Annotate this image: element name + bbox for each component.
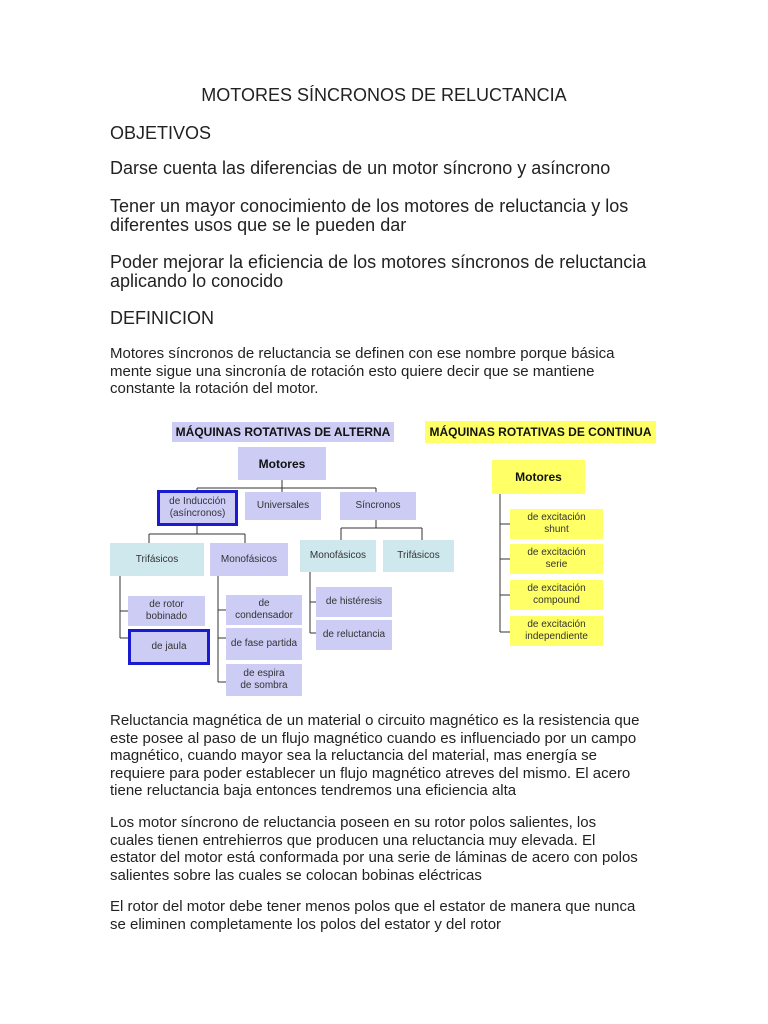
histeresis-box <box>316 587 392 617</box>
box-label: Monofásicos <box>309 550 367 561</box>
box-label: de reluctancia <box>322 629 386 640</box>
box-label: Universales <box>256 500 310 511</box>
box-label: Motores <box>258 456 306 471</box>
fase-partida-box <box>226 628 302 660</box>
box-label: de excitación <box>527 512 586 523</box>
induccion-box <box>157 490 238 526</box>
box-label: de excitación <box>527 619 586 630</box>
rotor-bobinado-box <box>128 596 205 626</box>
box-label: compound <box>533 595 580 606</box>
paragraph-line: Reluctancia magnética de un material o circuito magnético es la resistencia que <box>110 712 640 729</box>
excitacion-independiente-box <box>510 616 603 646</box>
box-label: de histéresis <box>325 596 383 607</box>
objetivo-1: Darse cuenta las diferencias de un motor síncrono y asíncrono <box>110 158 611 178</box>
box-label: condensador <box>235 610 293 621</box>
box-label: de sombra <box>240 680 288 691</box>
box-label: Trifásicos <box>135 553 179 565</box>
paragraph-line: este posee al paso de un flujo magnético cuando es influenciado por un campo <box>110 729 637 747</box>
objetivo-3-line-1: Poder mejorar la eficiencia de los motores síncronos de reluctancia <box>110 252 647 272</box>
paragraph-line: El rotor del motor debe tener menos polos que el estator de manera que nunca <box>110 898 636 915</box>
paragraph-line: Los motor síncrono de reluctancia poseen en su rotor polos salientes, los <box>110 814 597 831</box>
box-label: serie <box>545 559 568 570</box>
alterna-title-box <box>172 422 394 442</box>
box-label: de jaula <box>151 641 187 652</box>
monofasicos-sincronos-box <box>300 540 376 572</box>
excitacion-serie-box <box>510 544 603 574</box>
sincronos-box <box>340 492 416 520</box>
trifasicos-induccion-box <box>110 543 204 576</box>
universales-box <box>245 492 321 520</box>
condensador-box <box>226 595 302 625</box>
trifasicos-sincronos-box <box>383 540 454 572</box>
box-label: Trifásicos <box>397 550 440 561</box>
paragraph-line: cuales tienen entrehierros que producen una reluctancia muy elevada. El <box>110 831 596 849</box>
definition-line: mente sigue una sincronía de rotación esto quiere decir que se mantiene <box>110 362 595 380</box>
box-label: de espira <box>243 668 285 679</box>
objetivo-2-line-2: diferentes usos que se le pueden dar <box>110 215 407 235</box>
objetivo-3-line-2: aplicando lo conocido <box>110 271 284 291</box>
paragraph-line: magnético, cuando mayor sea la reluctancia del material, mas energía se <box>110 747 597 764</box>
paragraph-line: salientes sobre las cuales se colocan bobinas eléctricas <box>110 866 482 884</box>
box-label: independiente <box>525 631 588 642</box>
box-label: Motores <box>515 470 562 484</box>
continua-motores-box <box>492 460 585 494</box>
excitacion-shunt-box <box>510 509 603 539</box>
box-label: (asíncronos) <box>169 508 226 519</box>
box-label: de rotor <box>149 599 184 610</box>
box-label: de excitación <box>527 583 586 594</box>
paragraph-line: se eliminen completamente los polos del estator y del rotor <box>110 915 502 933</box>
box-label: de excitación <box>527 547 586 558</box>
monofasicos-induccion-box <box>210 543 288 576</box>
heading-objetivos: OBJETIVOS <box>110 123 212 143</box>
box-label: de Inducción <box>169 496 226 507</box>
box-label: Monofásicos <box>220 553 278 565</box>
heading-definicion: DEFINICION <box>110 308 215 328</box>
box-label: Síncronos <box>355 500 401 511</box>
objetivo-2-line-1: Tener un mayor conocimiento de los motores de reluctancia y los <box>110 196 629 216</box>
reluctancia-box <box>316 620 392 650</box>
definition-line: constante la rotación del motor. <box>110 380 319 397</box>
document-title: MOTORES SÍNCRONOS DE RELUCTANCIA <box>201 85 567 105</box>
paragraph-line: tiene reluctancia baja entonces tendremos una eficiencia alta <box>110 782 517 799</box>
continua-title: MÁQUINAS ROTATIVAS DE CONTINUA <box>429 425 652 439</box>
paragraph-line: requiere para poder establecer un flujo magnético atreves del mismo. El acero <box>110 764 631 782</box>
espira-sombra-box <box>226 664 302 696</box>
box-label: de fase partida <box>230 638 298 649</box>
excitacion-compound-box <box>510 580 603 610</box>
paragraph-line: estator del motor está conformada por una serie de láminas de acero con polos <box>110 849 638 866</box>
box-label: shunt <box>544 524 569 535</box>
continua-title-box <box>425 421 656 443</box>
jaula-box <box>128 629 210 665</box>
alterna-motores-box <box>238 447 326 480</box>
alterna-title: MÁQUINAS ROTATIVAS DE ALTERNA <box>175 425 391 439</box>
definition-line: Motores síncronos de reluctancia se definen con ese nombre porque básica <box>110 345 615 362</box>
box-label: bobinado <box>145 611 188 622</box>
box-label: de <box>258 598 270 609</box>
